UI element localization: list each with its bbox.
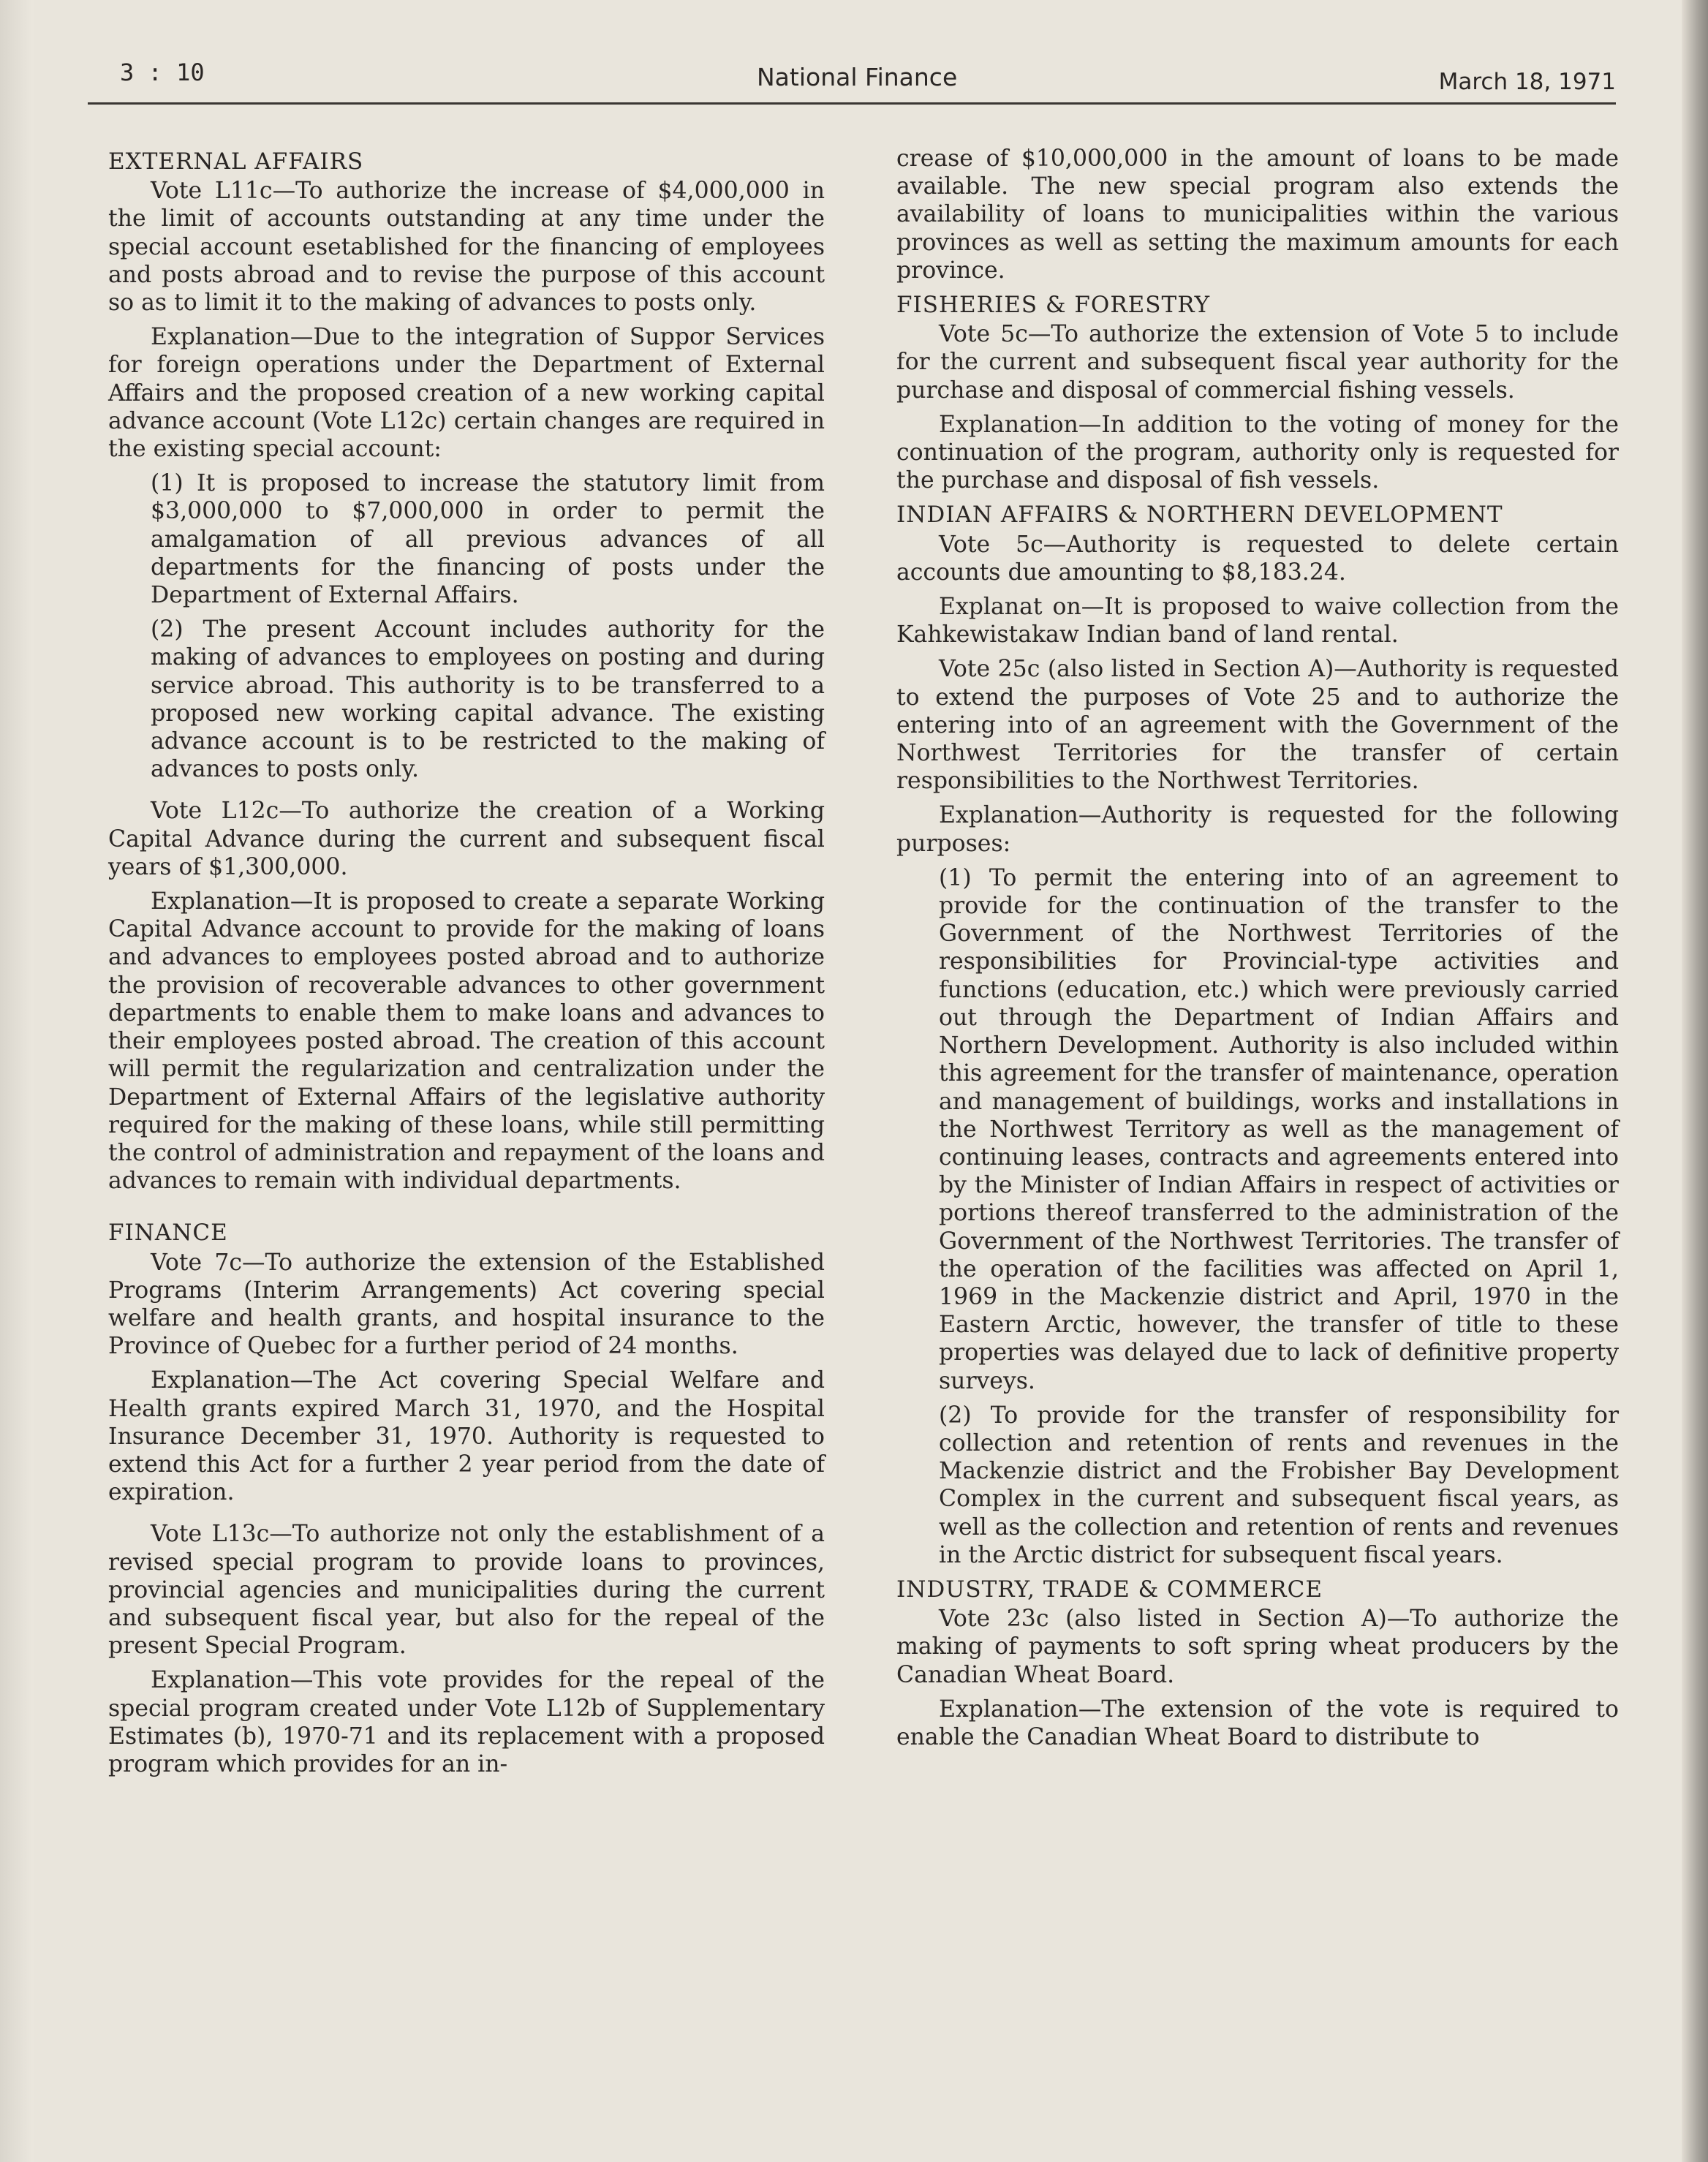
binding-edge-shadow bbox=[1682, 0, 1708, 2162]
vote-paragraph: Vote 23c (also listed in Section A)—To authorize the making of payments to soft spring wheat producers by the Canadian Wheat Board. bbox=[896, 1606, 1619, 1688]
page-number: 3 : 10 bbox=[120, 58, 205, 86]
left-column bbox=[108, 148, 825, 1785]
list-item bbox=[151, 616, 825, 783]
publication-title: National Finance bbox=[757, 63, 958, 91]
vote-paragraph: Vote 25c (also listed in Section A)—Authority is requested to extend the purposes of Vote 25 and to authorize the entering into of an agreement with the Government of the Northwest Territories for the transfer of certain responsibilities to the Northwest Territories. bbox=[896, 656, 1619, 795]
document-page bbox=[88, 58, 1619, 1989]
section-heading-finance: FINANCE bbox=[108, 1220, 228, 1247]
explanation-paragraph: Explanat on—It is proposed to waive collection from the Kahkewistakaw Indian band of land rental. bbox=[896, 594, 1619, 649]
explanation-paragraph: Explanation—The Act covering Special Welfare and Health grants expired March 31, 1970, and the Hospital Insurance December 31, 1970. Authority is requested to extend this Act for a further 2 year period from the date of expiration. bbox=[108, 1367, 825, 1506]
right-column bbox=[896, 145, 1619, 1758]
vote-paragraph: Vote 7c—To authorize the extension of the Established Programs (Interim Arrangements) Act covering special welfare and health grants, and hospital insurance to the Province of Quebec for a further period of 24 months. bbox=[108, 1249, 825, 1360]
page-fold-shadow bbox=[0, 0, 34, 2162]
vote-paragraph: Vote L11c—To authorize the increase of $4,000,000 in the limit of accounts outstanding at any time under the special account esetablished for the financing of employees and posts abroad and to revise the purpose of this account so as to limit it to the making of advances to posts only. bbox=[108, 178, 825, 317]
section-heading-fisheries: FISHERIES & FORESTRY bbox=[896, 292, 1211, 319]
list-item bbox=[151, 469, 825, 609]
explanation-paragraph: Explanation—Due to the integration of Suppor Services for foreign operations under the Department of External Affairs and the proposed creation of a new working capital advance account (Vote L12c) certain changes are required in the existing special account: bbox=[108, 324, 825, 463]
section-heading-indian-affairs: INDIAN AFFAIRS & NORTHERN DEVELOPMENT bbox=[896, 502, 1503, 529]
explanation-paragraph: Explanation—Authority is requested for the following purposes: bbox=[896, 802, 1619, 857]
section-heading-industry-trade: INDUSTRY, TRADE & COMMERCE bbox=[896, 1576, 1323, 1603]
issue-date: March 18, 1971 bbox=[1438, 69, 1616, 95]
list-item-text: (1) To permit the entering into of an agreement to provide for the continuation of the transfer to the Government of the Northwest Territories of the responsibilities for Provincial-type activities and functions (education, etc.) which were previously carried out through the Department of Indian Affairs and Northern Development. Authority is also included within this agreement for the transfer of maintenance, operation and management of buildings, works and installations in the Northwest Territory as well as the management of continuing leases, contracts and agreements entered into by the Minister of Indian Affairs in respect of activities or portions thereof transferred to the administration of the Government of the Northwest Territories. The transfer of the operation of the facilities was affected on April 1, 1969 in the Mackenzie district and April, 1970 in the Eastern Arctic, however, the transfer of title to these properties was delayed due to lack of definitive property surveys. bbox=[939, 864, 1619, 1394]
list-item bbox=[939, 864, 1619, 1395]
list-item-text: (2) To provide for the transfer of responsibility for collection and retention of rents and revenues in the Mackenzie district and the Frobisher Bay Development Complex in the current and subsequent fiscal years, as well as the collection and retention of rents and revenues in the Arctic district for subsequent fiscal years. bbox=[939, 1402, 1619, 1568]
section-heading-external-affairs: EXTERNAL AFFAIRS bbox=[108, 148, 364, 175]
explanation-paragraph: Explanation—This vote provides for the repeal of the special program created under Vote L12b of Supplementary Estimates (b), 1970-71 and its replacement with a proposed program which provides for an in- bbox=[108, 1667, 825, 1777]
vote-paragraph: Vote 5c—Authority is requested to delete certain accounts due amounting to $8,183.24. bbox=[896, 531, 1619, 586]
vote-paragraph: Vote L13c—To authorize not only the establishment of a revised special program to provide loans to provinces, provincial agencies and municipalities during the current and subsequent fiscal year, but also for the repeal of the present Special Program. bbox=[108, 1521, 825, 1660]
vote-paragraph: Vote 5c—To authorize the extension of Vote 5 to include for the current and subsequent fiscal year authority for the purchase and disposal of commercial fishing vessels. bbox=[896, 321, 1619, 404]
list-item bbox=[939, 1402, 1619, 1569]
explanation-paragraph: Explanation—In addition to the voting of money for the continuation of the program, authority only is requested for the purchase and disposal of fish vessels. bbox=[896, 411, 1619, 494]
running-head bbox=[88, 58, 1616, 105]
list-item-text: (1) It is proposed to increase the statutory limit from $3,000,000 to $7,000,000 in order to permit the amalgamation of all previous advances of all departments for the financing of posts under the Department of External Affairs. bbox=[151, 470, 825, 609]
explanation-paragraph: Explanation—It is proposed to create a separate Working Capital Advance account to provide for the making of loans and advances to employees posted abroad and to authorize the provision of recoverable advances to other government departments to enable them to make loans and advances to their employees posted abroad. The creation of this account will permit the regularization and centralization under the Department of External Affairs of the legislative authority required for the making of these loans, while still permitting the control of administration and repayment of the loans and advances to remain with individual departments. bbox=[108, 888, 825, 1195]
continued-paragraph: crease of $10,000,000 in the amount of loans to be made available. The new special program also extends the availability of loans to municipalities within the various provinces as well as setting the maximum amounts for each province. bbox=[896, 145, 1619, 284]
explanation-paragraph: Explanation—The extension of the vote is required to enable the Canadian Wheat Board to distribute to bbox=[896, 1696, 1619, 1750]
vote-paragraph: Vote L12c—To authorize the creation of a Working Capital Advance during the current and subsequent fiscal years of $1,300,000. bbox=[108, 798, 825, 880]
list-item-text: (2) The present Account includes authority for the making of advances to employees on posting and during service abroad. This authority is to be transferred to a proposed new working capital advance. The existing advance account is to be restricted to the making of advances to posts only. bbox=[151, 616, 825, 783]
